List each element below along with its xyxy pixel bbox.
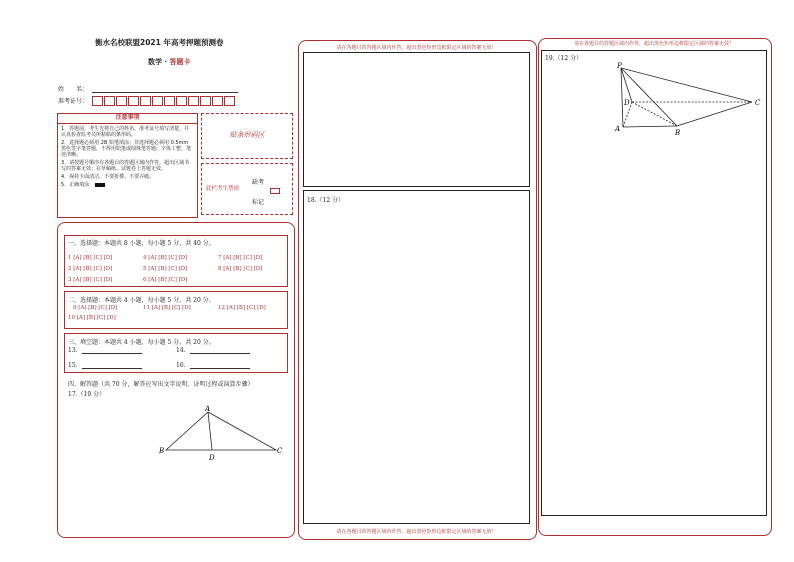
label-a: A	[205, 405, 211, 413]
exam-subtitle	[148, 58, 191, 67]
choice-row[interactable]: 12 [A] [B] [C] [D]	[218, 305, 266, 311]
sec3-title: 三、填空题：本题共 4 小题，每小题 5 分，共 20 分。	[68, 339, 215, 346]
id-cell[interactable]	[152, 96, 163, 106]
choice-row[interactable]: 5 [A] [B] [C] [D]	[143, 266, 188, 272]
barcode-area	[201, 113, 293, 159]
q19-label: 19.（12 分）	[545, 55, 583, 62]
barcode-label: 贴条形码区	[229, 131, 265, 139]
label-d: D	[624, 99, 630, 107]
notice-item: 5．正确填涂	[61, 182, 90, 188]
blank-label: 13.	[68, 347, 78, 354]
absent-area	[201, 163, 293, 215]
absent-label: 此栏考生禁填	[206, 186, 240, 192]
edge-pd	[621, 68, 632, 102]
id-cell[interactable]	[104, 96, 115, 106]
edge-ab	[623, 126, 677, 127]
edge-db	[632, 102, 677, 126]
choice-row[interactable]: 4 [A] [B] [C] [D]	[143, 255, 188, 261]
name-label: 姓 名：	[58, 86, 89, 93]
absent-mark-label: 缺考	[252, 179, 265, 186]
edge-pc	[621, 68, 752, 102]
sec1-title: 一、选择题：本题共 8 小题，每小题 5 分，共 40 分。	[68, 240, 215, 247]
q18-box-upper[interactable]	[303, 52, 530, 187]
label-c: C	[755, 99, 761, 107]
choice-row[interactable]: 7 [A] [B] [C] [D]	[218, 255, 263, 261]
id-cell[interactable]	[212, 96, 223, 106]
id-label: 准考证号：	[58, 98, 89, 105]
id-cells[interactable]	[92, 96, 236, 106]
edge-pa	[621, 68, 623, 127]
label-p: P	[617, 62, 622, 70]
pyramid-figure	[612, 60, 772, 140]
id-cell[interactable]	[140, 96, 151, 106]
blank-field[interactable]	[82, 353, 142, 354]
id-cell[interactable]	[176, 96, 187, 106]
warning-text: 请在各题目的答题区域内作答，超出黑色矩形边框限定区域的答案无效！	[573, 41, 734, 47]
sec2-title: 二、选择题：本题共 4 小题，每小题 5 分，共 20 分。	[68, 297, 215, 304]
subtitle-subject: 数学 ·	[148, 58, 170, 66]
id-cell[interactable]	[164, 96, 175, 106]
exam-title: 衡水名校联盟2021 年高考押题预测卷	[95, 38, 224, 47]
triangle-abc	[166, 412, 276, 450]
notice-item: 2．选择题必须用 2B 铅笔填涂；非选择题必须用 0.5mm 黑色签字笔答题，不得用铅笔或圆珠笔答题；字体工整、笔迹清晰。	[61, 140, 192, 158]
blank-label: 15.	[68, 362, 78, 369]
blank-field[interactable]	[190, 368, 250, 369]
notice-title: 注意事项	[58, 114, 197, 124]
id-cell[interactable]	[188, 96, 199, 106]
name-field[interactable]	[92, 92, 238, 93]
top-warning: 请在各题目的答题区域内作答，超出黑色矩形边框限定区域的答案无效！	[336, 45, 497, 51]
label-c: C	[277, 447, 283, 455]
notice-item-fill-example	[61, 182, 194, 188]
blank-field[interactable]	[190, 353, 250, 354]
choice-row[interactable]: 2 [A] [B] [C] [D]	[68, 266, 113, 272]
q18-box[interactable]	[303, 190, 530, 524]
triangle-figure	[150, 402, 290, 464]
id-cell[interactable]	[224, 96, 235, 106]
top-warning	[538, 41, 770, 47]
choice-row[interactable]: 9 [A] [B] [C] [D]	[73, 305, 118, 311]
label-b: B	[159, 447, 165, 455]
blank-label: 14.	[176, 347, 186, 354]
choice-row[interactable]: 1 [A] [B] [C] [D]	[68, 255, 113, 261]
choice-row[interactable]: 11 [A] [B] [C] [D]	[143, 305, 191, 311]
label-d: D	[209, 454, 215, 462]
absent-checkbox[interactable]	[270, 188, 280, 194]
sec4-title: 四、解答题（共 70 分，解答应写出文字说明、证明过程或演算步骤）	[68, 381, 254, 388]
choice-row[interactable]: 8 [A] [B] [C] [D]	[218, 266, 263, 272]
edge-bc	[677, 102, 752, 126]
edge-pb	[621, 68, 677, 126]
label-b: B	[675, 129, 681, 137]
bottom-warning: 请在各题目的答题区域内作答，超出黑色矩形边框限定区域的答案无效！	[336, 529, 497, 535]
notice-item: 3．请按题号顺序在各题目的答题区域内作答，超出区域书写的答案无效；在草稿纸、试题卷上答题无效。	[61, 160, 190, 172]
blank-field[interactable]	[82, 368, 142, 369]
blank-label: 16.	[176, 362, 186, 369]
id-cell[interactable]	[116, 96, 127, 106]
id-cell[interactable]	[200, 96, 211, 106]
notice-item: 1．答题前，考生先将自己的姓名、准考证号填写清楚，并认真检查监考员所粘贴的条形码。	[61, 126, 190, 138]
choice-row[interactable]: 3 [A] [B] [C] [D]	[68, 277, 113, 283]
choice-row[interactable]: 6 [A] [B] [C] [D]	[143, 277, 188, 283]
segment-ad	[208, 412, 212, 450]
notice-box	[57, 113, 198, 218]
q18-label: 18.（12 分）	[307, 197, 345, 204]
choice-row[interactable]: 10 [A] [B] [C] [D]	[68, 315, 116, 321]
notice-item: 4．保持卡面清洁，不要折叠、不要弄破。	[61, 174, 155, 180]
subtitle-answer-card: 答题卡	[169, 58, 191, 66]
q17-label: 17.（10 分）	[68, 391, 106, 398]
filled-mark-icon	[95, 183, 105, 187]
id-cell[interactable]	[92, 96, 103, 106]
label-a: A	[615, 125, 621, 133]
id-cell[interactable]	[128, 96, 139, 106]
absent-mark-label-2: 标记	[252, 199, 265, 206]
